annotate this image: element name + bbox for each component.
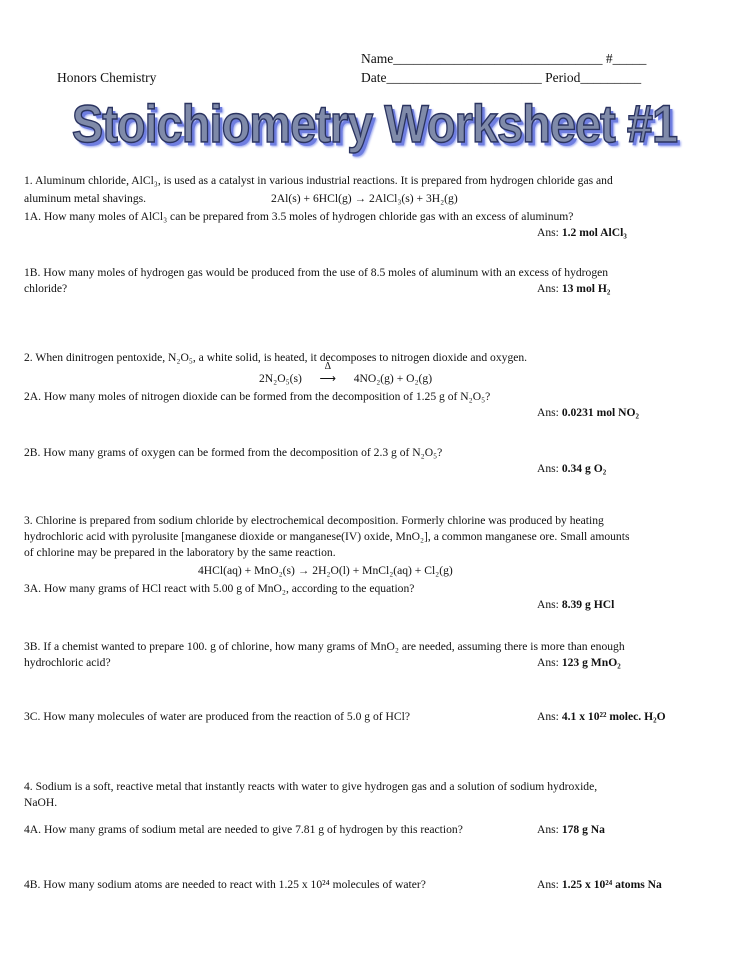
q2a-question: 2A. How many moles of nitrogen dioxide can be formed from the decomposition of 1.25 g of N₂O₅? [24, 390, 491, 403]
q2b-answer [537, 462, 606, 475]
q3b-question: hydrochloric acid? [24, 656, 111, 669]
q3b-answer [537, 656, 621, 669]
answer-value: 4.1 x 10²² molec. H₂O [561, 710, 666, 723]
q3-text: of chlorine may be prepared in the laboratory by the same reaction. [24, 546, 336, 559]
answer-label: Ans: [537, 462, 559, 475]
q4-text: NaOH. [24, 796, 58, 809]
q2-text: 2. When dinitrogen pentoxide, N₂O₅, a white solid, is heated, it decomposes to nitrogen dioxide and oxygen. [24, 351, 528, 364]
date-period-field: Date_______________________ Period_________ [361, 70, 642, 85]
name-field: Name_______________________________ #_____ [361, 51, 647, 66]
worksheet-title: Stoichiometry Worksheet #1 [71, 93, 678, 154]
equation-reactants: 2N₂O₅(s) [259, 372, 302, 385]
q4b-question: 4B. How many sodium atoms are needed to react with 1.25 x 10²⁴ molecules of water? [24, 878, 426, 891]
answer-label: Ans: [537, 406, 559, 419]
q2-equation [259, 361, 433, 385]
q1-text: 1. Aluminum chloride, AlCl₃, is used as a catalyst in various industrial reactions. It is prepared from hydrogen chloride gas and [24, 174, 613, 187]
q3-text: 3. Chlorine is prepared from sodium chloride by electrochemical decomposition. Formerly chlorine was produced by heating [24, 514, 604, 527]
heat-arrow-icon: Δ ⟶ [305, 371, 351, 385]
q3a-question: 3A. How many grams of HCl react with 5.00 g of MnO₂, according to the equation? [24, 582, 415, 595]
q1-equation: 2Al(s) + 6HCl(g) → 2AlCl₃(s) + 3H₂(g) [271, 192, 458, 205]
q3b-question: 3B. If a chemist wanted to prepare 100. g of chlorine, how many grams of MnO₂ are needed, assuming there is more than enough [24, 640, 625, 653]
answer-label: Ans: [537, 282, 559, 295]
answer-value: 178 g Na [561, 823, 605, 836]
answer-value: 1.2 mol AlCl₃ [561, 226, 627, 239]
answer-value: 1.25 x 10²⁴ atoms Na [561, 878, 662, 891]
answer-value: 13 mol H₂ [561, 282, 611, 295]
q4b-answer [537, 878, 662, 891]
q1a-question: 1A. How many moles of AlCl₃ can be prepared from 3.5 moles of hydrogen chloride gas with an excess of aluminum? [24, 210, 574, 223]
answer-value: 0.34 g O₂ [561, 462, 607, 475]
answer-label: Ans: [537, 656, 559, 669]
course-name: Honors Chemistry [57, 70, 157, 85]
answer-label: Ans: [537, 226, 559, 239]
q3c-answer [537, 710, 666, 723]
answer-label: Ans: [537, 598, 559, 611]
answer-value: 0.0231 mol NO₂ [561, 406, 640, 419]
q1a-answer [537, 226, 627, 239]
q1-text: aluminum metal shavings. [24, 192, 147, 205]
answer-value: 123 g MnO₂ [561, 656, 621, 669]
q1b-answer [537, 282, 610, 295]
answer-label: Ans: [537, 823, 559, 836]
q3a-answer [537, 598, 614, 611]
q2a-answer [537, 406, 639, 419]
answer-label: Ans: [537, 878, 559, 891]
q4a-question: 4A. How many grams of sodium metal are needed to give 7.81 g of hydrogen by this reaction? [24, 823, 463, 836]
q4-text: 4. Sodium is a soft, reactive metal that instantly reacts with water to give hydrogen gas and a solution of sodium hydroxide, [24, 780, 598, 793]
q4a-answer [537, 823, 605, 836]
q2b-question: 2B. How many grams of oxygen can be formed from the decomposition of 2.3 g of N₂O₅? [24, 446, 443, 459]
q1b-question: 1B. How many moles of hydrogen gas would be produced from the use of 8.5 moles of aluminum with an excess of hydrogen [24, 266, 609, 279]
equation-products: 4NO₂(g) + O₂(g) [353, 372, 433, 385]
q1b-question: chloride? [24, 282, 68, 295]
q3-text: hydrochloric acid with pyrolusite [manganese dioxide or manganese(IV) oxide, MnO₂], a common manganese ore. Small amounts [24, 530, 630, 543]
q3c-question: 3C. How many molecules of water are produced from the reaction of 5.0 g of HCl? [24, 710, 411, 723]
answer-value: 8.39 g HCl [561, 598, 615, 611]
arrow-label: Δ [324, 361, 331, 372]
q3-equation: 4HCl(aq) + MnO₂(s) → 2H₂O(l) + MnCl₂(aq) + Cl₂(g) [198, 564, 453, 577]
answer-label: Ans: [537, 710, 559, 723]
